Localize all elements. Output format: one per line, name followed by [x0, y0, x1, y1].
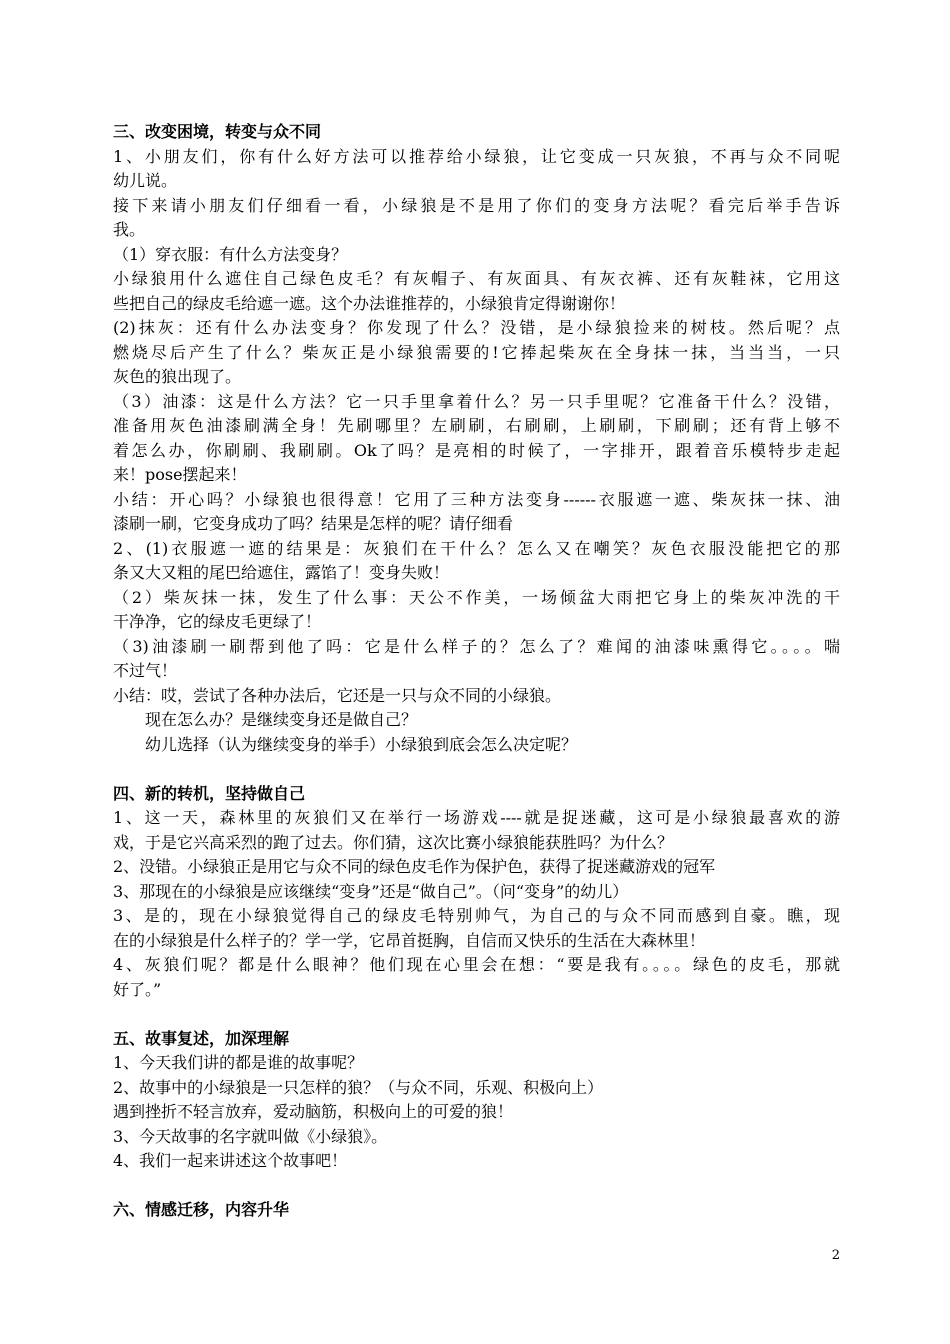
text-line: 2、故事中的小绿狼是一只怎样的狼？（与众不同，乐观、积极向上） — [113, 1077, 604, 1097]
text-line: 条又大又粗的尾巴给遮住，露馅了！变身失败！ — [113, 563, 450, 582]
text-line: 幼儿选择（认为继续变身的举手）小绿狼到底会怎么决定呢？ — [145, 734, 578, 754]
text-line: 2、没错。小绿狼正是用它与众不同的绿色皮毛作为保护色，获得了捉迷藏游戏的冠军 — [113, 857, 716, 876]
text-line: 灰色的狼出现了。 — [113, 367, 242, 386]
page-number: 2 — [831, 1248, 840, 1263]
section-heading: 五、故事复述，加深理解 — [113, 1028, 290, 1048]
text-line: 来！pose摆起来！ — [113, 465, 247, 484]
text-line: （2）柴灰抹一抹，发生了什么事：天公不作美，一场倾盆大雨把它身上的柴灰冲洗的干 — [113, 587, 840, 607]
text-line: （1）穿衣服：有什么方法变身？ — [113, 244, 348, 264]
section-heading: 六、情感迁移，内容升华 — [113, 1200, 290, 1219]
section-heading: 三、改变困境，转变与众不同 — [113, 122, 322, 141]
text-line: （3）油漆：这是什么方法？它一只手里拿着什么？另一只手里呢？它准备干什么？没错， — [113, 391, 840, 411]
text-line: 漆刷一刷，它变身成功了吗？结果是怎样的呢？请仔细看 — [113, 514, 514, 533]
section-heading: 四、新的转机，坚持做自己 — [113, 783, 306, 803]
text-line: 1、小朋友们，你有什么好方法可以推荐给小绿狼，让它变成一只灰狼，不再与众不同呢 — [113, 146, 840, 166]
section-gap — [113, 1174, 840, 1199]
text-line: 不过气！ — [113, 661, 178, 680]
text-line: 燃烧尽后产生了什么？柴灰正是小绿狼需要的!它捧起柴灰在全身抹一抹，当当当，一只 — [113, 342, 840, 362]
document-body — [113, 120, 840, 1223]
text-line: 1、这一天，森林里的灰狼们又在举行一场游戏----就是捉迷藏，这可是小绿狼最喜欢的游 — [113, 808, 840, 827]
text-line: 4、灰狼们呢？都是什么眼神？他们现在心里会在想：“要是我有。。。。绿色的皮毛，那就 — [113, 955, 840, 974]
text-line: 小结：哎，尝试了各种办法后，它还是一只与众不同的小绿狼。 — [113, 685, 562, 705]
text-line: 我。 — [113, 220, 146, 239]
text-line: 在的小绿狼是什么样子的？学一学，它昂首挺胸，自信而又快乐的生活在大森林里！ — [113, 930, 706, 950]
text-line: 2、(1)衣服遮一遮的结果是：灰狼们在干什么？怎么又在嘲笑？灰色衣服没能把它的那 — [113, 538, 840, 558]
text-line: 3、是的，现在小绿狼觉得自己的绿皮毛特别帅气，为自己的与众不同而感到自豪。瞧，现 — [113, 906, 840, 925]
text-line: 3、今天故事的名字就叫做《小绿狼》。 — [113, 1126, 388, 1146]
text-line: (2)抹灰：还有什么办法变身？你发现了什么？没错，是小绿狼捡来的树枝。然后呢？点 — [113, 318, 840, 337]
text-line: 干净净，它的绿皮毛更绿了！ — [113, 612, 322, 631]
text-line: 现在怎么办？是继续变身还是做自己？ — [145, 710, 418, 729]
text-line: 幼儿说。 — [113, 171, 178, 190]
text-line: （3)油漆刷一刷帮到他了吗：它是什么样子的？怎么了？难闻的油漆味熏得它。。。。喘 — [113, 636, 840, 656]
text-line: 小绿狼用什么遮住自己绿色皮毛？有灰帽子、有灰面具、有灰衣裤、还有灰鞋袜，它用这 — [113, 269, 840, 288]
section-gap — [113, 1002, 840, 1027]
text-line: 些把自己的绿皮毛给遮一遮。这个办法谁推荐的，小绿狼肯定得谢谢你！ — [113, 293, 626, 313]
text-line: 3、那现在的小绿狼是应该继续“变身”还是“做自己”。（问“变身”的幼儿） — [113, 881, 629, 901]
text-line: 好了。” — [113, 979, 162, 999]
text-line: 小结：开心吗？小绿狼也很得意！它用了三种方法变身------衣服遮一遮、柴灰抹一抹、油 — [113, 489, 840, 509]
text-line: 1、今天我们讲的都是谁的故事呢？ — [113, 1053, 364, 1072]
text-line: 接下来请小朋友们仔细看一看，小绿狼是不是用了你们的变身方法呢？看完后举手告诉 — [113, 195, 840, 215]
section-gap — [113, 757, 840, 782]
text-line: 戏，于是它兴高采烈的跑了过去。你们猜，这次比赛小绿狼能获胜吗？为什么？ — [113, 832, 674, 852]
text-line: 准备用灰色油漆刷满全身！先刷哪里？左刷刷，右刷刷，上刷刷，下刷刷；还有背上够不 — [113, 416, 840, 435]
text-line: 4、我们一起来讲述这个故事吧！ — [113, 1151, 348, 1170]
text-line: 遇到挫折不轻言放弃，爱动脑筋，积极向上的可爱的狼！ — [113, 1102, 514, 1121]
text-line: 着怎么办，你刷刷、我刷刷。Ok了吗？是亮相的时候了，一字排开，跟着音乐模特步走起 — [113, 440, 840, 460]
